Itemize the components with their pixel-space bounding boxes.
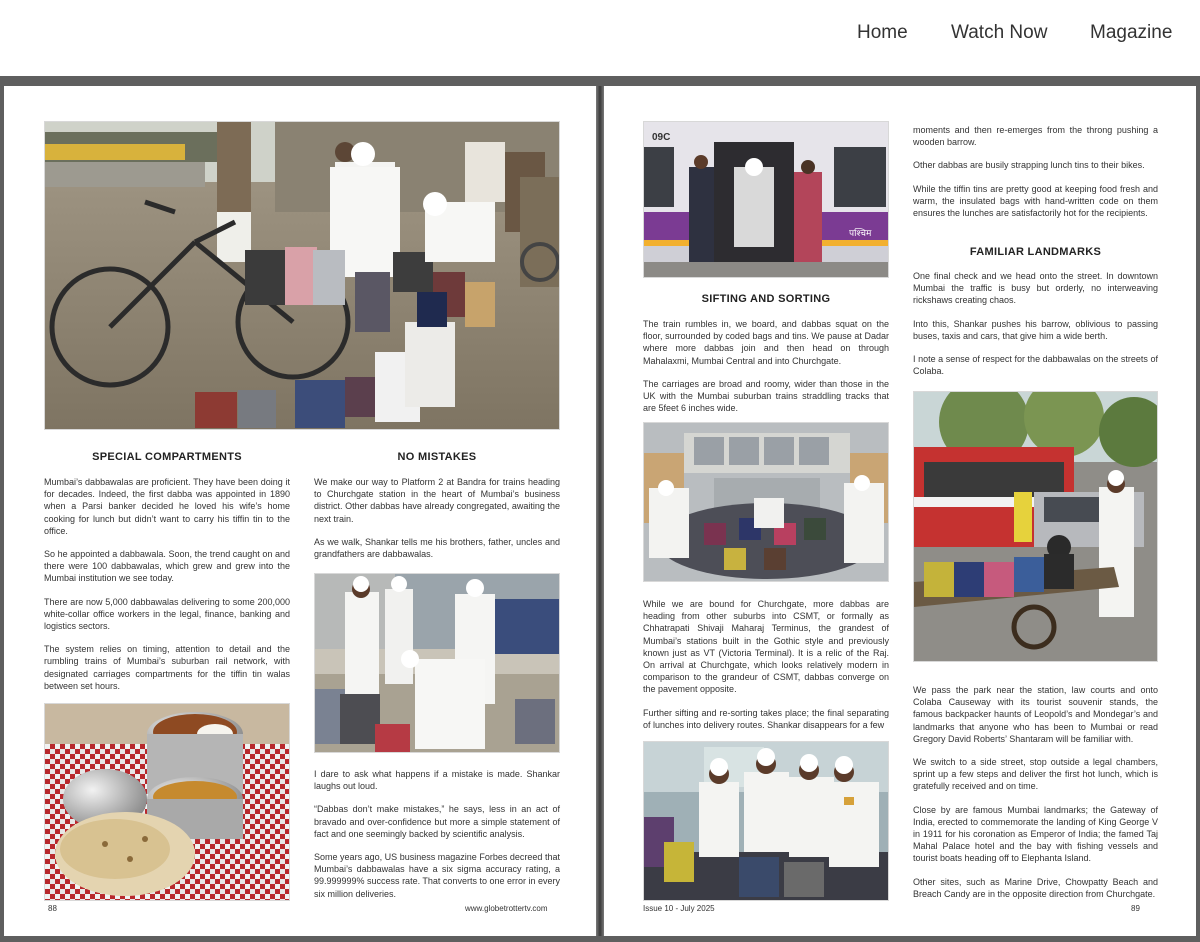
article-column-right-2-bottom (913, 684, 1158, 911)
article-column-left-1 (44, 476, 290, 703)
svg-text:09C: 09C (652, 132, 671, 143)
nav-home-link[interactable]: Home (857, 22, 908, 43)
photo-tiffin-lunch (44, 703, 290, 901)
paragraph: There are now 5,000 dabbawalas delivering to some 200,000 white-collar office workers in the legal, finance, banking and logistics sectors. (44, 596, 290, 632)
paragraph: Other dabbas are busily strapping lunch tins to their bikes. (913, 160, 1145, 171)
photo-barrow-street (913, 391, 1158, 662)
nav-magazine-link[interactable]: Magazine (1090, 22, 1173, 43)
paragraph: The system relies on timing, attention to detail and the rumbling trains of Mumbai’s suburban rail network, with designated carriages compartments for the tiffin tin walas between set hours. (44, 644, 290, 691)
article-column-left-2-top (314, 476, 560, 571)
photo-dabbawalas-group (643, 741, 889, 901)
nav-watch-now-link[interactable]: Watch Now (951, 22, 1048, 43)
paragraph: I dare to ask what happens if a mistake is made. Shankar laughs out loud. (314, 769, 560, 792)
paragraph: The train rumbles in, we board, and dabbas squat on the floor, surrounded by coded bags and tins. We pause at Dadar where more dabbas join and then head on through Mahalaxmi, Mumbai Central and into Churchgate. (643, 319, 889, 366)
issue-label: Issue 10 - July 2025 (643, 904, 715, 913)
train-sign-text: पश्चिम (849, 229, 872, 239)
heading-no-mistakes: NO MISTAKES (397, 451, 477, 463)
paragraph: As we walk, Shankar tells me his brothers, father, uncles and grandfathers are dabbawalas. (314, 536, 560, 560)
paragraph: Further sifting and re-sorting takes place; the final separating of lunches into delivery routes. Shankar disappears for a few (643, 707, 889, 730)
photo-suburban-train (643, 121, 889, 278)
website-url: www.globetrottertv.com (465, 904, 548, 913)
photo-bicycle-dabbas (44, 121, 560, 430)
paragraph: Other sites, such as Marine Drive, Chowpatty Beach and Breach Candy are in the opposite direction from Churchgate. (913, 876, 1158, 899)
paragraph: Into this, Shankar pushes his barrow, oblivious to passing buses, taxis and cars, that give him a wide berth. (913, 318, 1158, 341)
paragraph: I note a sense of respect for the dabbawalas on the streets of Colaba. (913, 354, 1158, 377)
paragraph: Mumbai’s dabbawalas are proficient. They have been doing it for decades. Indeed, the first dabba was appointed in 1890 when a Parsi banker decided he loved his wife’s home cooking for lunch but didn’t want to carry his tiffin tin to the office. (44, 477, 290, 536)
paragraph: moments and then re-emerges from the throng pushing a wooden barrow. (913, 125, 1158, 148)
photo-carriage-interior (643, 422, 889, 582)
paragraph: Close by are famous Mumbai landmarks; the Gateway of India, erected to commemorate the landing of King George V in 1911 for his coronation as Emperor of India; the famed Taj Mahal Palace hotel and the bay with fishing vessels and tourist boats heading off to Elephanta Island. (913, 804, 1158, 864)
top-navigation-bar (0, 0, 1200, 76)
paragraph: “Dabbas don’t make mistakes,” he says, less in an act of bravado and over-confidence but more a simple statement of fact and one seemingly backed by scientific analysis. (314, 804, 560, 839)
paragraph: Some years ago, US business magazine Forbes decreed that Mumbai’s dabbawalas have a six sigma accuracy rating, a 99.999999% success rate. That converts to one error in every six million deliveries. (314, 852, 560, 899)
paragraph: The carriages are broad and roomy, wider than those in the UK with the Mumbai suburban trains straddling tracks that are 5feet 6 inches wide. (643, 378, 889, 414)
photo-dabbawalas-sorting (314, 573, 560, 753)
article-column-right-1-top (643, 318, 889, 425)
article-column-right-2-mid (913, 270, 1158, 388)
paragraph: We pass the park near the station, law courts and onto Colaba Causeway with its tourist souvenir stands, the famous backpacker haunts of Leopold’s and Mondegar’s and landmarks that anyone who has been to Mumbai or read Gregory David Roberts’ Shantaram will be familiar with. (913, 685, 1158, 744)
magazine-spine (596, 86, 604, 936)
heading-sifting-and-sorting: SIFTING AND SORTING (701, 293, 831, 305)
paragraph: So he appointed a dabbawala. Soon, the trend caught on and there were 100 dabbawalas, which grew and grew into the Mumbai institution we see today. (44, 549, 290, 584)
paragraph: While the tiffin tins are pretty good at keeping food fresh and warm, the insulated bags with hand-written code on them ensures the lunches are satisfactorily hot for the recipients. (913, 183, 1158, 219)
page-number-left: 88 (48, 904, 57, 913)
paragraph: We make our way to Platform 2 at Bandra for trains heading to Churchgate station in the heart of Mumbai’s business district. Other dabbas have already congregated, awaiting the next train. (314, 477, 560, 524)
paragraph: One final check and we head onto the street. In downtown Mumbai the traffic is busy but orderly, no interweaving rickshaws creating chaos. (913, 271, 1158, 306)
heading-familiar-landmarks: FAMILIAR LANDMARKS (969, 246, 1102, 258)
heading-special-compartments: SPECIAL COMPARTMENTS (92, 451, 242, 463)
article-column-left-2-bottom (314, 768, 560, 911)
paragraph: We switch to a side street, stop outside a legal chambers, sprint up a few steps and deliver the first hot lunch, which is gratefully received and on time. (913, 757, 1158, 792)
paragraph: While we are bound for Churchgate, more dabbas are heading from other suburbs into CSMT, or formally as Chhatrapati Shivaji Maharaj Terminus, the grandest of Mumbai’s stations built in the Gothic style and previously known just as VT (Victoria Terminal). It is a relic of the Raj. On arrival at Churchgate, which looks relatively modern in comparison to the grandeur of CSMT, dabbas converge on the pavement opposite. (643, 599, 889, 695)
article-column-right-2-top (913, 124, 1158, 230)
article-column-right-1-bottom (643, 598, 889, 742)
page-number-right: 89 (1131, 904, 1140, 913)
